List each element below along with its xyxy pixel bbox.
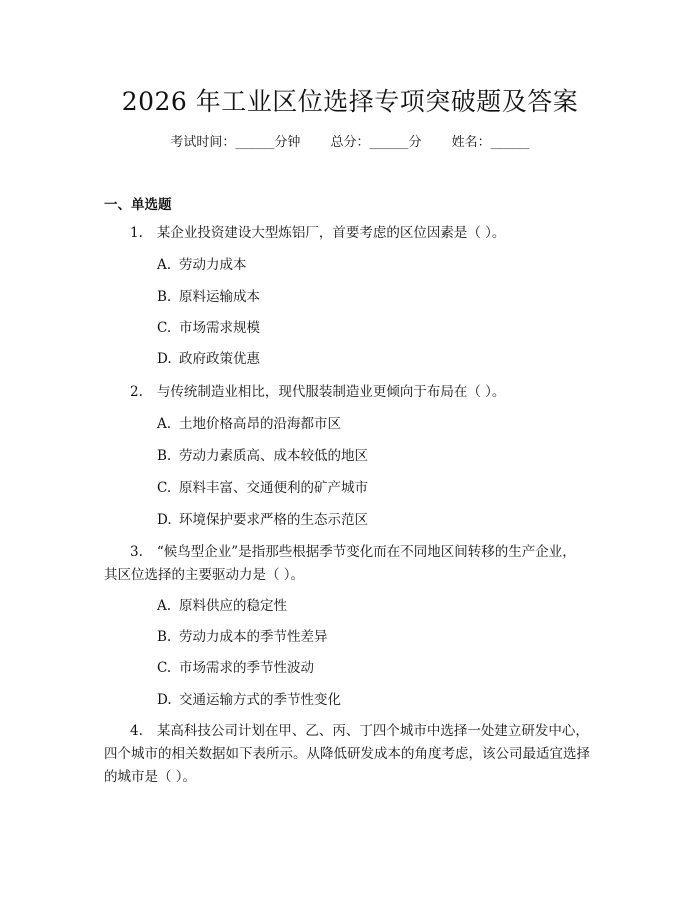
option-3c: [157, 658, 314, 678]
option-2b: [157, 446, 368, 466]
option-text: 市场需求规模: [179, 320, 260, 336]
option-letter: A.: [157, 257, 172, 273]
option-letter: D.: [157, 512, 172, 528]
option-letter: A.: [157, 598, 172, 614]
option-letter: D.: [157, 351, 172, 367]
option-3d: [157, 690, 341, 710]
question-3-continued: [104, 564, 604, 587]
question-number: 4.: [130, 723, 143, 739]
option-letter: C.: [157, 660, 172, 676]
total-score-field: [330, 131, 421, 150]
question-4-continued: [104, 743, 604, 766]
question-number: 2.: [130, 384, 143, 400]
option-3a: [157, 596, 287, 616]
question-text-line-3: 的城市是（ ）。: [104, 769, 197, 785]
option-letter: B.: [157, 629, 172, 645]
option-text: 劳动力素质高、成本较低的地区: [179, 448, 368, 464]
option-letter: C.: [157, 480, 172, 496]
option-text: 劳动力成本: [179, 257, 247, 273]
option-text: 劳动力成本的季节性差异: [179, 629, 328, 645]
option-1b: [157, 287, 260, 307]
question-text-line-2: 四个城市的相关数据如下表所示。从降低研发成本的角度考虑，该公司最适宜选择: [104, 746, 590, 762]
option-letter: D.: [157, 692, 172, 708]
question-text: 某企业投资建设大型炼铝厂，首要考虑的区位因素是（ ）。: [156, 225, 506, 241]
option-letter: C.: [157, 320, 172, 336]
question-1: [104, 222, 604, 244]
option-letter: B.: [157, 289, 172, 305]
question-3: [104, 541, 604, 564]
question-2: [104, 381, 604, 403]
section-heading-single-choice: 一、单选题: [104, 197, 172, 213]
option-text: 政府政策优惠: [179, 351, 260, 367]
option-2c: [157, 478, 368, 498]
option-text: 交通运输方式的季节性变化: [179, 692, 341, 708]
option-3b: [157, 627, 328, 647]
question-4: [104, 720, 604, 743]
student-name-label: 姓名：: [451, 135, 491, 150]
option-1c: [157, 318, 260, 338]
exam-meta-row: [0, 131, 700, 150]
student-name-blank: ______: [490, 135, 530, 150]
option-letter: B.: [157, 448, 172, 464]
question-text: 与传统制造业相比，现代服装制造业更倾向于布局在（ ）。: [156, 384, 506, 400]
question-number: 3.: [130, 544, 143, 560]
question-text-line-1: “候鸟型企业”是指那些根据季节变化而在不同地区间转移的生产企业，: [156, 544, 576, 560]
question-4-continued-2: [104, 766, 604, 789]
option-1d: [157, 349, 260, 369]
option-text: 环境保护要求严格的生态示范区: [179, 512, 368, 528]
student-name-field: [452, 131, 530, 150]
total-score-label: 总分：: [330, 135, 370, 150]
question-text-line-1: 某高科技公司计划在甲、乙、丙、丁四个城市中选择一处建立研发中心，: [156, 723, 589, 739]
exam-time-field: [170, 131, 300, 150]
exam-time-label: 考试时间：: [170, 135, 236, 150]
option-text: 原料运输成本: [179, 289, 260, 305]
page-title: 2026 年工业区位选择专项突破题及答案: [121, 87, 579, 116]
exam-time-unit: 分钟: [274, 135, 301, 150]
option-text: 土地价格高昂的沿海都市区: [179, 416, 341, 432]
option-text: 原料丰富、交通便利的矿产城市: [179, 480, 368, 496]
option-1a: [157, 255, 247, 275]
total-score-unit: 分: [408, 135, 422, 150]
option-2d: [157, 510, 368, 530]
question-number: 1.: [130, 225, 143, 241]
option-2a: [157, 414, 341, 434]
exam-time-blank: ______: [235, 135, 275, 150]
option-text: 市场需求的季节性波动: [179, 660, 314, 676]
question-text-line-2: 其区位选择的主要驱动力是（ ）。: [104, 567, 305, 583]
option-letter: A.: [157, 416, 172, 432]
total-score-blank: ______: [369, 135, 409, 150]
option-text: 原料供应的稳定性: [179, 598, 287, 614]
